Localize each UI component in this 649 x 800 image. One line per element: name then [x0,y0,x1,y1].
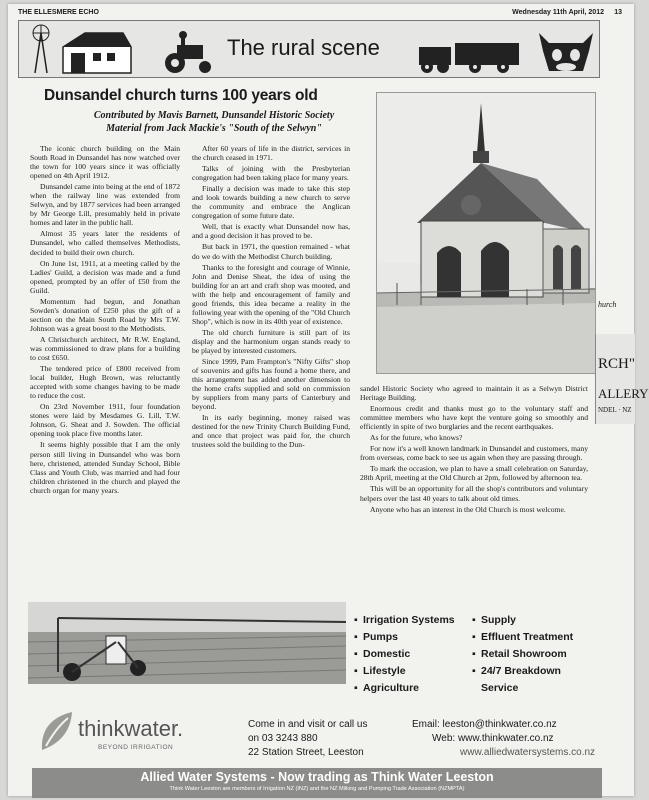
service-item [472,646,573,663]
truck-trailer-icon [417,41,527,75]
article-headline: Dunsandel church turns 100 years old [44,87,318,104]
service-label: Service [481,682,519,694]
paragraph: Almost 35 years later the residents of Dunsandel, who called themselves Methodists, decided to build their own church. [30,229,180,257]
service-label: Domestic [363,648,411,660]
article-column-2 [192,144,350,452]
service-label: Lifestyle [363,665,406,677]
paragraph: Dunsandel came into being at the end of 1872 when the railway line was extended from Selwyn, and by 1877 services had been arranged by Mr George Lill, presumably held in private homes and later in the public hall. [30,182,180,228]
church-photo [376,92,596,374]
square-bullet-icon: ▪ [354,682,358,694]
contact-web[interactable]: Web: www.thinkwater.co.nz [432,733,554,744]
clipping-caption: hurch [598,300,617,309]
services-list-left [354,612,455,697]
contact-online [412,718,595,760]
paragraph: sandel Historic Society who agreed to maintain it as a Selwyn District Heritage Building. [360,384,588,403]
paragraph: On June 1st, 1911, at a meeting called by the Ladies' Guild, a decision was made and a fund opened, prompted by an offer of £50 from the Guild. [30,258,180,295]
advert-footer-bar [32,768,602,798]
clipping-subheading: ALLERY [598,386,649,401]
service-label: Supply [481,614,517,626]
paragraph: As for the future, who knows? [370,433,463,443]
service-item [472,612,573,629]
article-column-3 [360,384,588,516]
contact-phone: on 03 3243 880 [248,733,318,744]
section-banner [18,20,600,78]
cow-icon [535,25,597,75]
paragraph: A Christchurch architect, Mr R.W. England, was commissioned to draw plans for a building to cost £650. [30,334,180,363]
square-bullet-icon: ▪ [472,648,476,660]
services-list-right [472,612,573,697]
service-item [354,612,455,629]
service-item [354,646,455,663]
paragraph: Well, that is exactly what Dunsandel now has, and a good decision it has proved to be. [192,222,350,241]
square-bullet-icon: ▪ [354,614,358,626]
square-bullet-icon: ▪ [472,665,476,677]
paragraph: In its early beginning, money raised was destined for the new Trinity Church Building Fund, and once that project was paid for, the church trustees sold the building to the Dun- [192,413,350,450]
paragraph: The iconic church building on the Main South Road in Dunsandel has now watched over the town for 100 years since it was officially opened on 4th April 1912. [30,144,180,181]
thinkwater-logo [36,710,196,758]
square-bullet-icon: ▪ [354,665,358,677]
page-header-line [18,8,622,20]
service-label: Retail Showroom [481,648,567,660]
page-number: 13 [614,9,622,16]
paragraph: It seems highly possible that I am the only person still living in Dunsandel who was born here, christened, attended Sunday School, Bible Class and Youth Club, was married and had four children christened in the church and played the church organ for many years. [30,440,180,495]
irrigation-illustration [28,602,346,684]
paragraph: Thanks to the foresight and courage of Winnie, John and Denise Sheat, the idea of using the building for an art and craft shop was mooted, and with the help and encouragement of family and good friends, this idea became a reality in the following year with the opening of the "Old Church Shop", which is now in its 40th year of existence. [192,262,350,326]
service-label: Pumps [363,631,399,643]
square-bullet-icon: ▪ [354,631,358,643]
barn-windmill-icon [23,23,135,75]
section-title: The rural scene [227,35,380,60]
clipping-location: NDEL · NZ [598,406,632,414]
article-byline [64,109,364,135]
paragraph: The old church furniture is still part of its display and the harmonium organ stands ready to be played by interested customers. [192,327,350,355]
contact-email[interactable]: Email: leeston@thinkwater.co.nz [412,719,557,730]
logo-tagline: BEYOND IRRIGATION [98,744,174,751]
leaf-drop-icon [36,710,76,754]
service-label: Irrigation Systems [363,614,455,626]
service-item [354,680,455,697]
square-bullet-icon: ▪ [472,631,476,643]
service-item [472,680,573,697]
square-bullet-icon: ▪ [472,614,476,626]
paragraph: For now it's a well known landmark in Dunsandel and customers, many from overseas, come back to see us again when they are passing through. [360,444,588,463]
byline-source: Material from Jack Mackie's "South of the Selwyn" [106,123,322,134]
square-bullet-icon: ▪ [354,648,358,660]
paragraph: Anyone who has an interest in the Old Church is most welcome. [370,504,566,514]
footer-membership-note: Think Water Leeston are members of Irrigation NZ (INZ) and the NZ Milking and Pumping Trade Association (NZMPTA) [169,786,465,792]
contact-visit [248,718,368,760]
church-illustration [377,93,595,373]
footer-headline: Allied Water Systems - Now trading as Think Water Leeston [140,770,494,784]
issue-date: Wednesday 11th April, 2012 [512,9,604,16]
contact-invite: Come in and visit or call us [248,719,368,730]
paragraph: Enormous credit and thanks must go to the voluntary staff and committee members who have kept the venture going so smoothly and efficiently in spite of two burglaries and the recent earthquakes. [360,404,588,432]
paragraph: To mark the occasion, we plan to have a small celebration on Saturday, 28th April, meeting at the Old Church at 2pm, followed by afternoon tea. [360,464,588,483]
logo-wordmark: thinkwater. [78,716,184,741]
article-column-1 [30,144,180,497]
service-item [354,663,455,680]
paragraph: But back in 1971, the question remained - what do we do with the Methodist Church building. [192,242,350,261]
paragraph: Talks of joining with the Presbyterian congregation had been taking place for many years. [192,164,350,183]
paragraph: The tendered price of £800 received from local builder, Hugh Brown, was reluctantly accepted with some changes having to be made to reduce the cost. [30,364,180,401]
contact-address: 22 Station Street, Leeston [248,747,364,758]
publication-name: THE ELLESMERE ECHO [18,9,99,16]
paragraph: This will be an opportunity for all the shop's contributors and voluntary helpers over the last 40 years to talk about old times. [360,484,588,503]
adjacent-ad-clipping [595,300,649,424]
service-label: 24/7 Breakdown [481,665,561,677]
service-item [354,629,455,646]
paragraph: Since 1999, Pam Frampton's "Nifty Gifts" shop of souvenirs and gifts has found a home there, and this arrangement has added another dimension to the home crafts supplied and sold on commission by suppliers from many parts of Canterbury and beyond. [192,357,350,412]
service-item [472,629,573,646]
paragraph: Momentum had begun, and Jonathan Sowden's donation of £250 plus the gift of a section on the Main South Road by Mrs T.W. Johnson was a great boost to the Methodists. [30,296,180,333]
paragraph: On 23rd November 1911, four foundation stones were laid by Mesdames G. Lill, T.W. Johnson, G. Sheat and J. Sowden. The official opening took place five months later. [30,402,180,439]
service-label: Agriculture [363,682,420,694]
tractor-icon [161,31,219,75]
service-item [472,663,573,680]
thinkwater-advert [16,592,628,696]
service-label: Effluent Treatment [481,631,574,643]
clipping-heading: RCH" [598,356,635,372]
contact-web-alt[interactable]: www.alliedwatersystems.co.nz [460,747,596,758]
paragraph: Finally a decision was made to take this step and look towards building a new church to serve the community and embrace the Anglican congregation of some future date. [192,184,350,221]
paragraph: After 60 years of life in the district, services in the church ceased in 1971. [192,144,350,163]
irrigation-photo [28,602,346,684]
byline-contributor: Contributed by Mavis Barnett, Dunsandel Historic Society [93,110,335,121]
newspaper-page [8,4,649,796]
